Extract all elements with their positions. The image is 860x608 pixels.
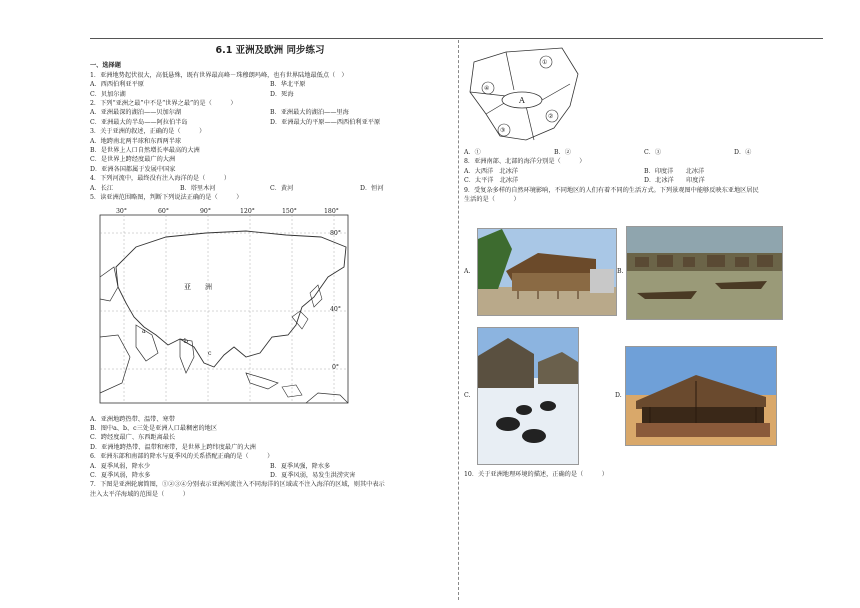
q7-option-c[interactable]: C．③ [644, 149, 662, 156]
q6-option-d[interactable]: D．夏季风弱，易发生洪涝灾害 [270, 471, 356, 479]
desert-tent-image [626, 347, 776, 445]
water-village-image [627, 227, 782, 319]
question-9-line-2: 生活的是（ ） [464, 196, 520, 204]
stilt-house-image [478, 229, 616, 315]
question-2: 2．下列“亚洲之最”中不是“世界之最”的是（ ） [90, 100, 237, 108]
asia-map-svg [96, 207, 356, 411]
header-rule [90, 38, 823, 39]
q8-option-c[interactable]: C．太平洋 北冰洋 [464, 177, 519, 185]
column-divider [458, 40, 459, 600]
point-c-label: c [208, 349, 212, 357]
asia-outline-map [96, 207, 356, 411]
lon-label-150: 150° [282, 207, 297, 215]
diagram-label-3: ③ [500, 127, 506, 134]
q1-option-d[interactable]: D．死海 [270, 90, 294, 98]
q6-option-c[interactable]: C．夏季风弱，降水多 [90, 471, 151, 479]
question-7-line-2: 注入太平洋海域的范围是（ ） [90, 490, 189, 498]
q8-options [464, 167, 824, 186]
q1-option-b[interactable]: B．华北平原 [270, 81, 306, 89]
asia-region-label: 亚 洲 [184, 282, 212, 291]
point-b-label: b [184, 337, 188, 345]
left-column [90, 44, 450, 499]
question-7-line-1: 7．下图是亚洲轮廓简图，①②③④分别表示亚洲河流注入不同海洋的区域或不注入海洋的区域，则其中表示 [90, 481, 385, 489]
q7-option-a[interactable]: A．① [464, 149, 481, 156]
q2-option-a[interactable]: A．亚洲最深的湖泊——贝加尔湖 [90, 109, 182, 117]
q6-option-b[interactable]: B．夏季风强，降水多 [270, 462, 331, 470]
q4-option-d[interactable]: D．恒河 [360, 184, 384, 192]
question-8: 8．亚洲南部、北部的海洋分别是（ ） [464, 158, 586, 166]
q2-options [90, 108, 450, 127]
q3-options [90, 137, 450, 175]
q4-option-b[interactable]: B．塔里木河 [180, 184, 216, 192]
photo-stilt-house[interactable] [477, 228, 617, 316]
q1-options [90, 80, 450, 99]
asia-drainage-diagram [466, 44, 586, 144]
q5-option-c[interactable]: C．跨经度最广、东西距离最长 [90, 434, 176, 442]
q2-option-b[interactable]: B．亚洲最大的湖泊——里海 [270, 109, 349, 117]
q5-option-d[interactable]: D．亚洲地跨热带、温带和寒带，是世界上跨纬度最广的大洲 [90, 443, 256, 451]
lon-label-60: 60° [158, 207, 169, 215]
question-4: 4．下列河流中，最终没有注入海洋的是（ ） [90, 175, 231, 183]
q4-options [90, 184, 450, 193]
photo-water-village[interactable] [626, 226, 783, 320]
lon-label-30: 30° [116, 207, 127, 215]
q7-options [464, 148, 824, 157]
diagram-label-4: ④ [484, 85, 490, 92]
q1-option-c[interactable]: C．贝加尔湖 [90, 90, 126, 98]
section-heading: 一、选择题 [90, 62, 121, 70]
page-title: 6.1 亚洲及欧洲 同步练习 [215, 45, 325, 56]
q6-options [90, 462, 450, 481]
question-5: 5．读亚洲范围略图，判断下列说法正确的是（ ） [90, 194, 243, 202]
question-3: 3．关于亚洲的叙述，正确的是（ ） [90, 128, 206, 136]
question-9-line-1: 9．受复杂多样的自然环境影响，不同地区的人们有着不同的生活方式。下列景观图中能够反映东亚地区居民 [464, 186, 759, 194]
q9-option-a-letter[interactable]: A. [464, 268, 471, 275]
q5-option-a[interactable]: A．亚洲地跨热带、温带、寒带 [90, 415, 175, 423]
q5-option-b[interactable]: B．图中a、b、c三处是亚洲人口最稠密的地区 [90, 424, 218, 432]
photo-sled-dogs[interactable] [477, 327, 579, 465]
photo-desert-tent[interactable] [625, 346, 777, 446]
q7-option-d[interactable]: D．④ [734, 149, 752, 156]
question-6: 6．亚洲东部和南部的降水与夏季风的关系搭配正确的是（ ） [90, 453, 274, 461]
q9-option-c-letter[interactable]: C. [464, 392, 471, 399]
q4-option-a[interactable]: A．长江 [90, 184, 114, 192]
q7-option-b[interactable]: B．② [554, 149, 571, 156]
q3-option-b[interactable]: B．是世界上人口自然增长率最高的大洲 [90, 147, 200, 155]
q2-option-c[interactable]: C．亚洲最大的半岛——阿拉伯半岛 [90, 118, 188, 126]
q3-option-a[interactable]: A．地跨南北两半球和东西两半球 [90, 137, 182, 145]
q1-option-a[interactable]: A．西西伯利亚平原 [90, 81, 144, 89]
q9-option-b-letter[interactable]: B. [617, 268, 624, 275]
diagram-label-a: A [519, 96, 525, 105]
diagram-label-1: ① [542, 59, 548, 66]
lat-label-80: 80° [330, 229, 341, 237]
lon-label-90: 90° [200, 207, 211, 215]
lon-label-120: 120° [240, 207, 255, 215]
q8-option-b[interactable]: B．印度洋 北冰洋 [644, 167, 705, 175]
q8-option-a[interactable]: A．大西洋 北冰洋 [464, 167, 518, 175]
point-a-label: a [142, 327, 146, 335]
diagram-label-2: ② [548, 113, 554, 120]
q6-option-a[interactable]: A．夏季风弱，降水少 [90, 462, 151, 470]
q9-option-d-letter[interactable]: D. [615, 392, 622, 399]
lat-label-0: 0° [332, 363, 340, 371]
question-1: 1．亚洲地势起伏很大，高低悬殊，既有世界最高峰－珠穆朗玛峰，也有世界陆地最低点（ ） [90, 71, 348, 79]
q3-option-d[interactable]: D．亚洲各国都属于发展中国家 [90, 165, 176, 173]
q8-option-d[interactable]: D．北冰洋 印度洋 [644, 177, 705, 185]
lat-label-40: 40° [330, 305, 341, 313]
question-10: 10．关于亚洲地理环境的描述，正确的是（ ） [464, 471, 608, 478]
lon-label-180: 180° [324, 207, 339, 215]
q4-option-c[interactable]: C．黄河 [270, 184, 294, 192]
q2-option-d[interactable]: D．亚洲最大的平原——西西伯利亚平原 [270, 118, 381, 126]
drainage-diagram-svg [466, 44, 586, 144]
right-column [464, 44, 824, 204]
sled-dogs-image [478, 328, 578, 464]
q5-options [90, 415, 450, 453]
q3-option-c[interactable]: C．是世界上跨经度最广的大洲 [90, 156, 176, 164]
